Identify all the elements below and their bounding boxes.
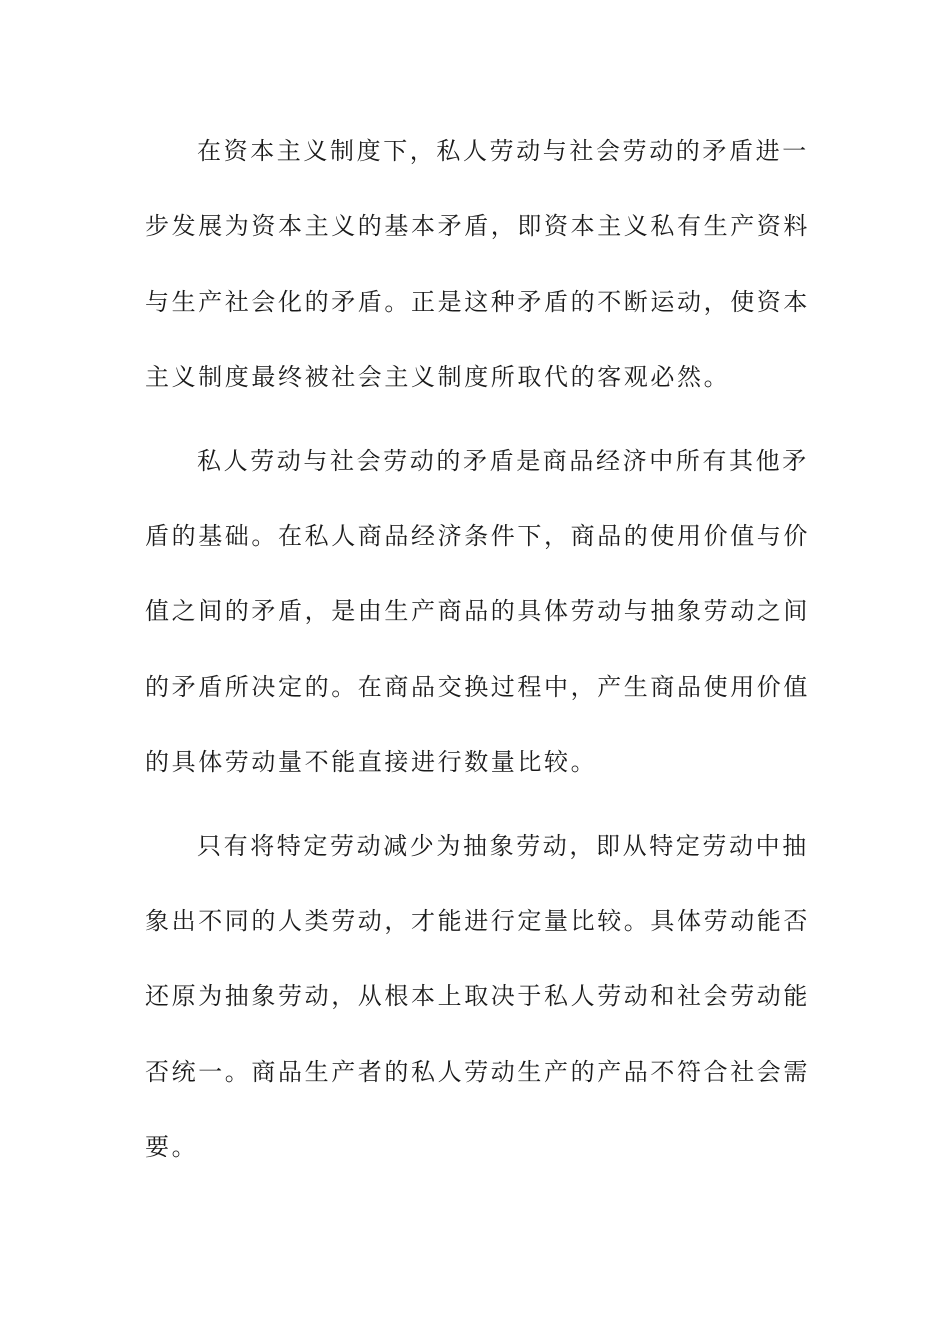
paragraph-1-line-2: 步发展为资本主义的基本矛盾，即资本主义私有生产资料	[145, 212, 810, 240]
paragraph-1-line-4: 主义制度最终被社会主义制度所取代的客观必然。	[145, 363, 731, 391]
paragraph-3-line-2: 象出不同的人类劳动，才能进行定量比较。具体劳动能否	[145, 907, 810, 935]
paragraph-2-line-1: 私人劳动与社会劳动的矛盾是商品经济中所有其他矛	[197, 447, 809, 475]
paragraph-1-line-1: 在资本主义制度下，私人劳动与社会劳动的矛盾进一	[197, 137, 809, 165]
paragraph-2-line-5: 的具体劳动量不能直接进行数量比较。	[145, 748, 598, 776]
paragraph-2-line-2: 盾的基础。在私人商品经济条件下，商品的使用价值与价	[145, 522, 810, 550]
paragraph-3-line-1: 只有将特定劳动减少为抽象劳动，即从特定劳动中抽	[197, 832, 809, 860]
paragraph-3-line-5: 要。	[145, 1133, 199, 1161]
paragraph-3-line-3: 还原为抽象劳动，从根本上取决于私人劳动和社会劳动能	[145, 982, 810, 1010]
paragraph-3-line-4: 否统一。商品生产者的私人劳动生产的产品不符合社会需	[145, 1058, 810, 1086]
paragraph-2-line-4: 的矛盾所决定的。在商品交换过程中，产生商品使用价值	[145, 673, 810, 701]
paragraph-2-line-3: 值之间的矛盾，是由生产商品的具体劳动与抽象劳动之间	[145, 597, 810, 625]
paragraph-1-line-3: 与生产社会化的矛盾。正是这种矛盾的不断运动，使资本	[145, 288, 810, 316]
